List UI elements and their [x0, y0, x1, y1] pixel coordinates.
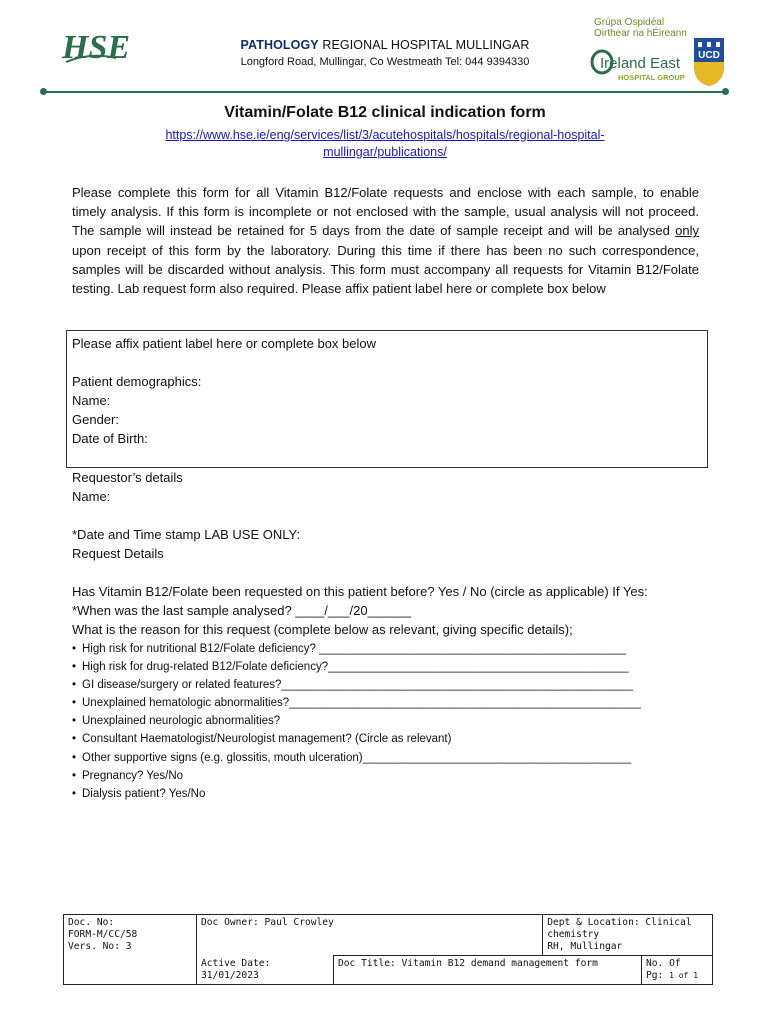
header-address: Longford Road, Mullingar, Co Westmeath Tel: 044 9394330 — [240, 56, 530, 68]
doc-owner-cell: Doc Owner: Paul Crowley — [197, 915, 543, 956]
active-date-cell: Active Date: 31/01/2023 — [197, 956, 334, 985]
previous-request-question[interactable]: Has Vitamin B12/Folate been requested on this patient before? Yes / No (circle as applicable) If Yes: — [72, 584, 648, 599]
patient-name-field[interactable]: Name: — [72, 393, 111, 408]
reason-item[interactable]: • Dialysis patient? Yes/No — [72, 788, 206, 800]
divider-dot-left — [40, 88, 47, 95]
reason-item[interactable]: • Unexplained hematologic abnormalities?_______________________________________________________ — [72, 697, 641, 709]
reason-prompt: What is the reason for this request (complete below as relevant, giving specific details); — [72, 622, 573, 637]
reason-item[interactable]: • High risk for drug-related B12/Folate deficiency?_______________________________________________ — [72, 661, 629, 673]
reason-item[interactable]: • Pregnancy? Yes/No — [72, 770, 184, 782]
form-title: Vitamin/Folate B12 clinical indication form — [224, 104, 546, 121]
hospital-group-irish-name: Grúpa Ospidéal Oirthear na hÉireann — [594, 17, 687, 39]
instructions-paragraph: Please complete this form for all Vitamin B12/Folate requests and enclose with each sample, to enable timely analysis. If this form is incomplete or not enclosed with the sample, usual analysis will not proceed. The sample will instead be retained for 5 days from the date of sample receipt and will be analysed only upon receipt of this form by the laboratory. During this time if there has been no such correspondence, samples will be discarded without analysis. This form must accompany all requests for Vitamin B12/Folate testing. Lab request form also required. Please affix patient label here or complete box below — [72, 185, 699, 297]
ucd-crest-logo — [692, 36, 726, 88]
hse-logo — [60, 22, 131, 68]
svg-text:Ireland East: Ireland East — [600, 55, 681, 72]
requestor-heading: Requestor’s details — [72, 470, 183, 485]
lab-stamp-label: *Date and Time stamp LAB USE ONLY: — [72, 527, 301, 542]
divider-dot-right — [722, 88, 729, 95]
patient-box-heading: Please affix patient label here or complete box below — [72, 336, 377, 351]
doc-title-cell: Doc Title: Vitamin B12 demand management form — [334, 956, 642, 985]
ireland-east-logo — [590, 38, 690, 86]
doc-number-cell: Doc. No: FORM-M/CC/58 Vers. No: 3 — [64, 915, 197, 985]
publications-link[interactable]: https://www.hse.ie/eng/services/list/3/acutehospitals/hospitals/regional-hospital- mullingar/publications/ — [165, 128, 605, 159]
document-control-table — [63, 914, 713, 985]
header-divider — [43, 91, 725, 93]
header-title: PATHOLOGY REGIONAL HOSPITAL MULLINGAR — [240, 38, 530, 52]
svg-text:UCD: UCD — [698, 50, 720, 61]
page-count-cell: No. Of Pg: 1 of 1 — [642, 956, 713, 985]
svg-text:HSE: HSE — [62, 29, 131, 66]
reason-item[interactable]: • Unexplained neurologic abnormalities? — [72, 715, 281, 727]
reason-item[interactable]: • High risk for nutritional B12/Folate deficiency? ________________________________________________ — [72, 643, 627, 655]
svg-text:HOSPITAL GROUP: HOSPITAL GROUP — [618, 73, 685, 82]
request-details-heading: Request Details — [72, 546, 164, 561]
patient-gender-field[interactable]: Gender: — [72, 412, 119, 427]
reason-item[interactable]: • Consultant Haematologist/Neurologist management? (Circle as relevant) — [72, 733, 452, 745]
patient-dob-field[interactable]: Date of Birth: — [72, 431, 148, 446]
dept-location-cell: Dept & Location: Clinical chemistry RH, Mullingar — [543, 915, 713, 956]
requestor-name-field[interactable]: Name: — [72, 489, 111, 504]
last-sample-date-field[interactable]: *When was the last sample analysed? ____/___/20______ — [72, 603, 411, 618]
reason-item[interactable]: • Other supportive signs (e.g. glossitis, mouth ulceration)__________________________________________ — [72, 752, 632, 764]
reason-item[interactable]: • GI disease/surgery or related features?_______________________________________________________ — [72, 679, 634, 691]
patient-demographics-label: Patient demographics: — [72, 374, 202, 389]
